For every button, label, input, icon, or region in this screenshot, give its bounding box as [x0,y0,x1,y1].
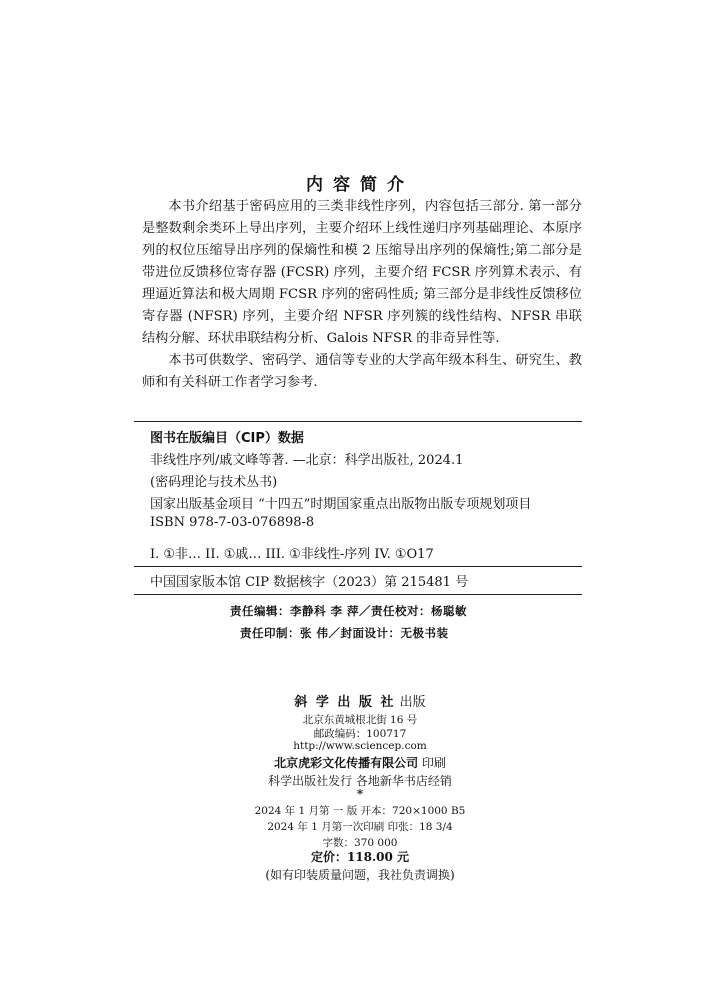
printer-name: 北京虎彩文化传播有限公司 [274,756,419,770]
price: 定价：118.00 元 [310,850,410,864]
publisher-address: 北京东黄城根北街 16 号 [302,714,418,726]
cip-isbn-line: ISBN 978-7-03-076898-8 [150,515,315,530]
printer-line [0,754,720,771]
word-count: 字数：370 000 [322,837,398,849]
cip-bottom-rule [134,594,582,595]
publisher-postcode: 邮政编码：100717 [313,728,407,740]
publisher-suffix: 出版 [399,695,426,710]
intro-paragraph-2: 本书可供数学、密码学、通信等专业的大学高年级本科生、研究生、教师和有关科研工作者学习参考. [142,353,582,390]
publisher-website: http://www.sciencep.com [293,740,427,752]
cip-header: 图书在版编目（CIP）数据 [150,431,304,446]
credits-production: 责任印制：张 伟／封面设计：无极书装 [240,626,449,640]
cip-title-line: 非线性序列/戚文峰等著. —北京：科学出版社, 2024.1 [150,453,464,468]
intro-paragraph-1: 本书介绍基于密码应用的三类非线性序列，内容包括三部分. 第一部分是整数剩余类环上导出序列，主要介绍环上线性递归序列基础理论、本原序列的权位压缩导出序列的保熵性和模 2 压缩导出序列的保熵性;第二部分是带进位反馈移位寄存器 (FCSR) 序列，主要介绍 FCSR 序列算术表示、有理逼近算法和极大周期 FCSR 序列的密码性质; 第三部分是非线性反馈移位寄存器 (NFSR) 序列，主要介绍 NFSR 序列簇的线性结构、NFSR 串联结构分解、环状串联结构分析、Galois NFSR 的非奇异性等. [142,199,582,346]
cip-classification-line: I. ①非… II. ①戚… III. ①非线性-序列 IV. ①O17 [150,547,434,562]
cip-top-rule [134,421,582,422]
printing-line: 2024 年 1 月第一次印刷 印张：18 3/4 [267,821,453,833]
cip-fund-line: 国家出版基金项目 “十四五”时期国家重点出版物出版专项规划项目 [150,497,532,512]
distribution-line: 科学出版社发行 各地新华书店经销 [268,774,452,788]
intro-title: 内容简介 [306,175,414,195]
publisher-line [0,691,720,710]
edition-line: 2024 年 1 月第 一 版 开本：720×1000 B5 [254,805,466,817]
publisher-name: 斜 学 出 版 社 [294,695,396,710]
credits-editors: 责任编辑：李静科 李 萍／责任校对：杨聪敏 [230,604,468,618]
quality-notice: (如有印装质量问题，我社负责调换) [265,868,455,882]
printer-suffix: 印刷 [421,756,446,770]
cip-middle-rule [134,566,582,567]
separator-star: * [356,787,364,801]
cip-series-line: (密码理论与技术丛书) [150,475,278,490]
intro-body [142,196,582,394]
cip-record-line: 中国国家版本馆 CIP 数据核字（2023）第 215481 号 [150,575,469,590]
